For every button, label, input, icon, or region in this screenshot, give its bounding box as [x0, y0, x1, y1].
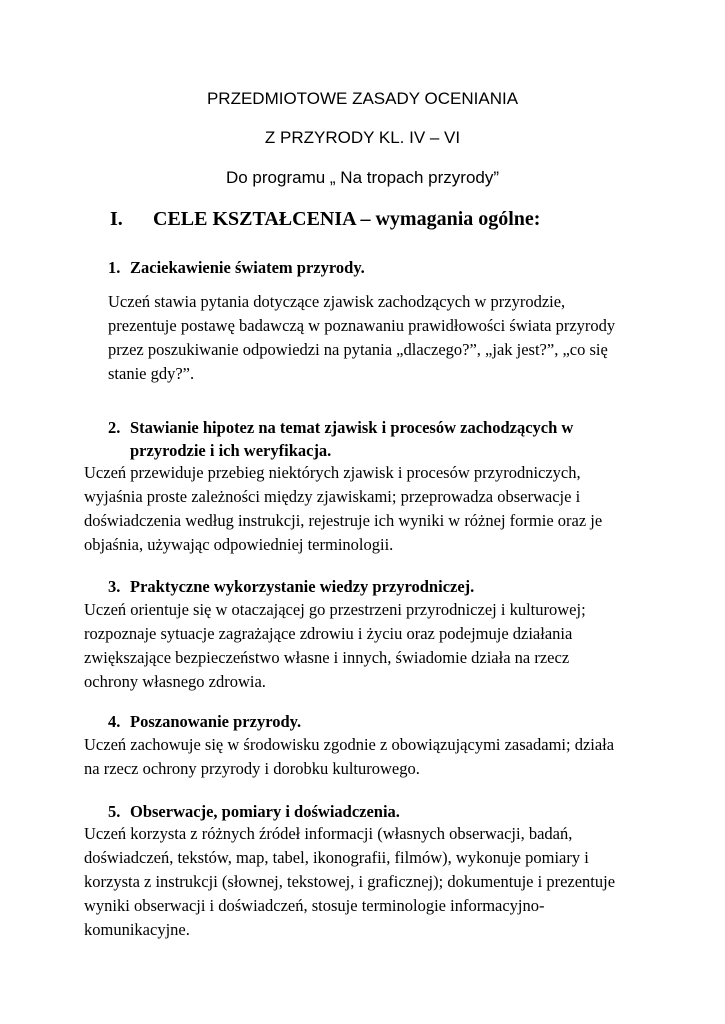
document-title-line-1: PRZEDMIOTOWE ZASADY OCENIANIA [206, 89, 519, 108]
section-title: CELE KSZTAŁCENIA – wymagania ogólne: [153, 208, 541, 230]
item-paragraph-3: Uczeń orientuje się w otaczającej go przestrzeni przyrodniczej i kulturowej; rozpoznaje sytuacje zagrażające zdrowiu i życiu oraz podejmuje działania zwiększające bezpieczeństwo własne i innych, świadomie działa na rzecz ochrony własnego zdrowia. [84, 600, 586, 691]
section-heading [110, 206, 540, 232]
item-paragraph-2: Uczeń przewiduje przebieg niektórych zjawisk i procesów przyrodniczych, wyjaśnia proste zależności między zjawiskami; przeprowadza obserwacje i doświadczenia według instrukcji, rejestruje ich wyniki w różnej formie oraz je objaśnia, używając odpowiedniej terminologii. [84, 463, 603, 554]
document-title-line-3: Do programu „ Na tropach przyrody” [225, 168, 500, 187]
item-heading-3 [108, 575, 628, 598]
item-number-3: 3. [108, 577, 121, 596]
item-heading-text-5: Obserwacje, pomiary i doświadczenia. [130, 802, 400, 821]
item-heading-text-3: Praktyczne wykorzystanie wiedzy przyrodniczej. [130, 577, 475, 596]
item-paragraph-4: Uczeń zachowuje się w środowisku zgodnie z obowiązującymi zasadami; działa na rzecz ochrony przyrody i dorobku kulturowego. [84, 735, 615, 778]
item-paragraph-5: Uczeń korzysta z różnych źródeł informacji (własnych obserwacji, badań, doświadczeń, tekstów, map, tabel, ikonografii, filmów), wykonuje pomiary i korzysta z instrukcji (słownej, tekstowej, i graficznej); dokumentuje i prezentuje wyniki obserwacji i doświadczeń, stosuje terminologie informacyjno- komunikacyjne. [84, 824, 616, 939]
document-title-line-2: Z PRZYRODY KL. IV – VI [264, 128, 461, 147]
item-number-5: 5. [108, 802, 121, 821]
item-number-4: 4. [108, 712, 121, 731]
section-number: I. [110, 208, 123, 230]
item-heading-text-1: Zaciekawienie światem przyrody. [130, 258, 365, 277]
item-heading-5 [108, 800, 628, 823]
item-heading-2 [108, 416, 628, 462]
item-number-1: 1. [108, 258, 121, 277]
item-heading-4 [108, 710, 628, 733]
item-number-2: 2. [108, 418, 121, 437]
item-heading-text-2: Stawianie hipotez na temat zjawisk i procesów zachodzących w przyrodzie i ich weryfikacja. [130, 418, 574, 460]
item-heading-1 [108, 256, 628, 279]
item-heading-text-4: Poszanowanie przyrody. [130, 712, 302, 731]
item-paragraph-1: Uczeń stawia pytania dotyczące zjawisk zachodzących w przyrodzie, prezentuje postawę badawczą w poznawaniu prawidłowości świata przyrody przez poszukiwanie odpowiedzi na pytania „dlaczego?”, „jak jest?”, „co się stanie gdy?”. [108, 292, 616, 383]
